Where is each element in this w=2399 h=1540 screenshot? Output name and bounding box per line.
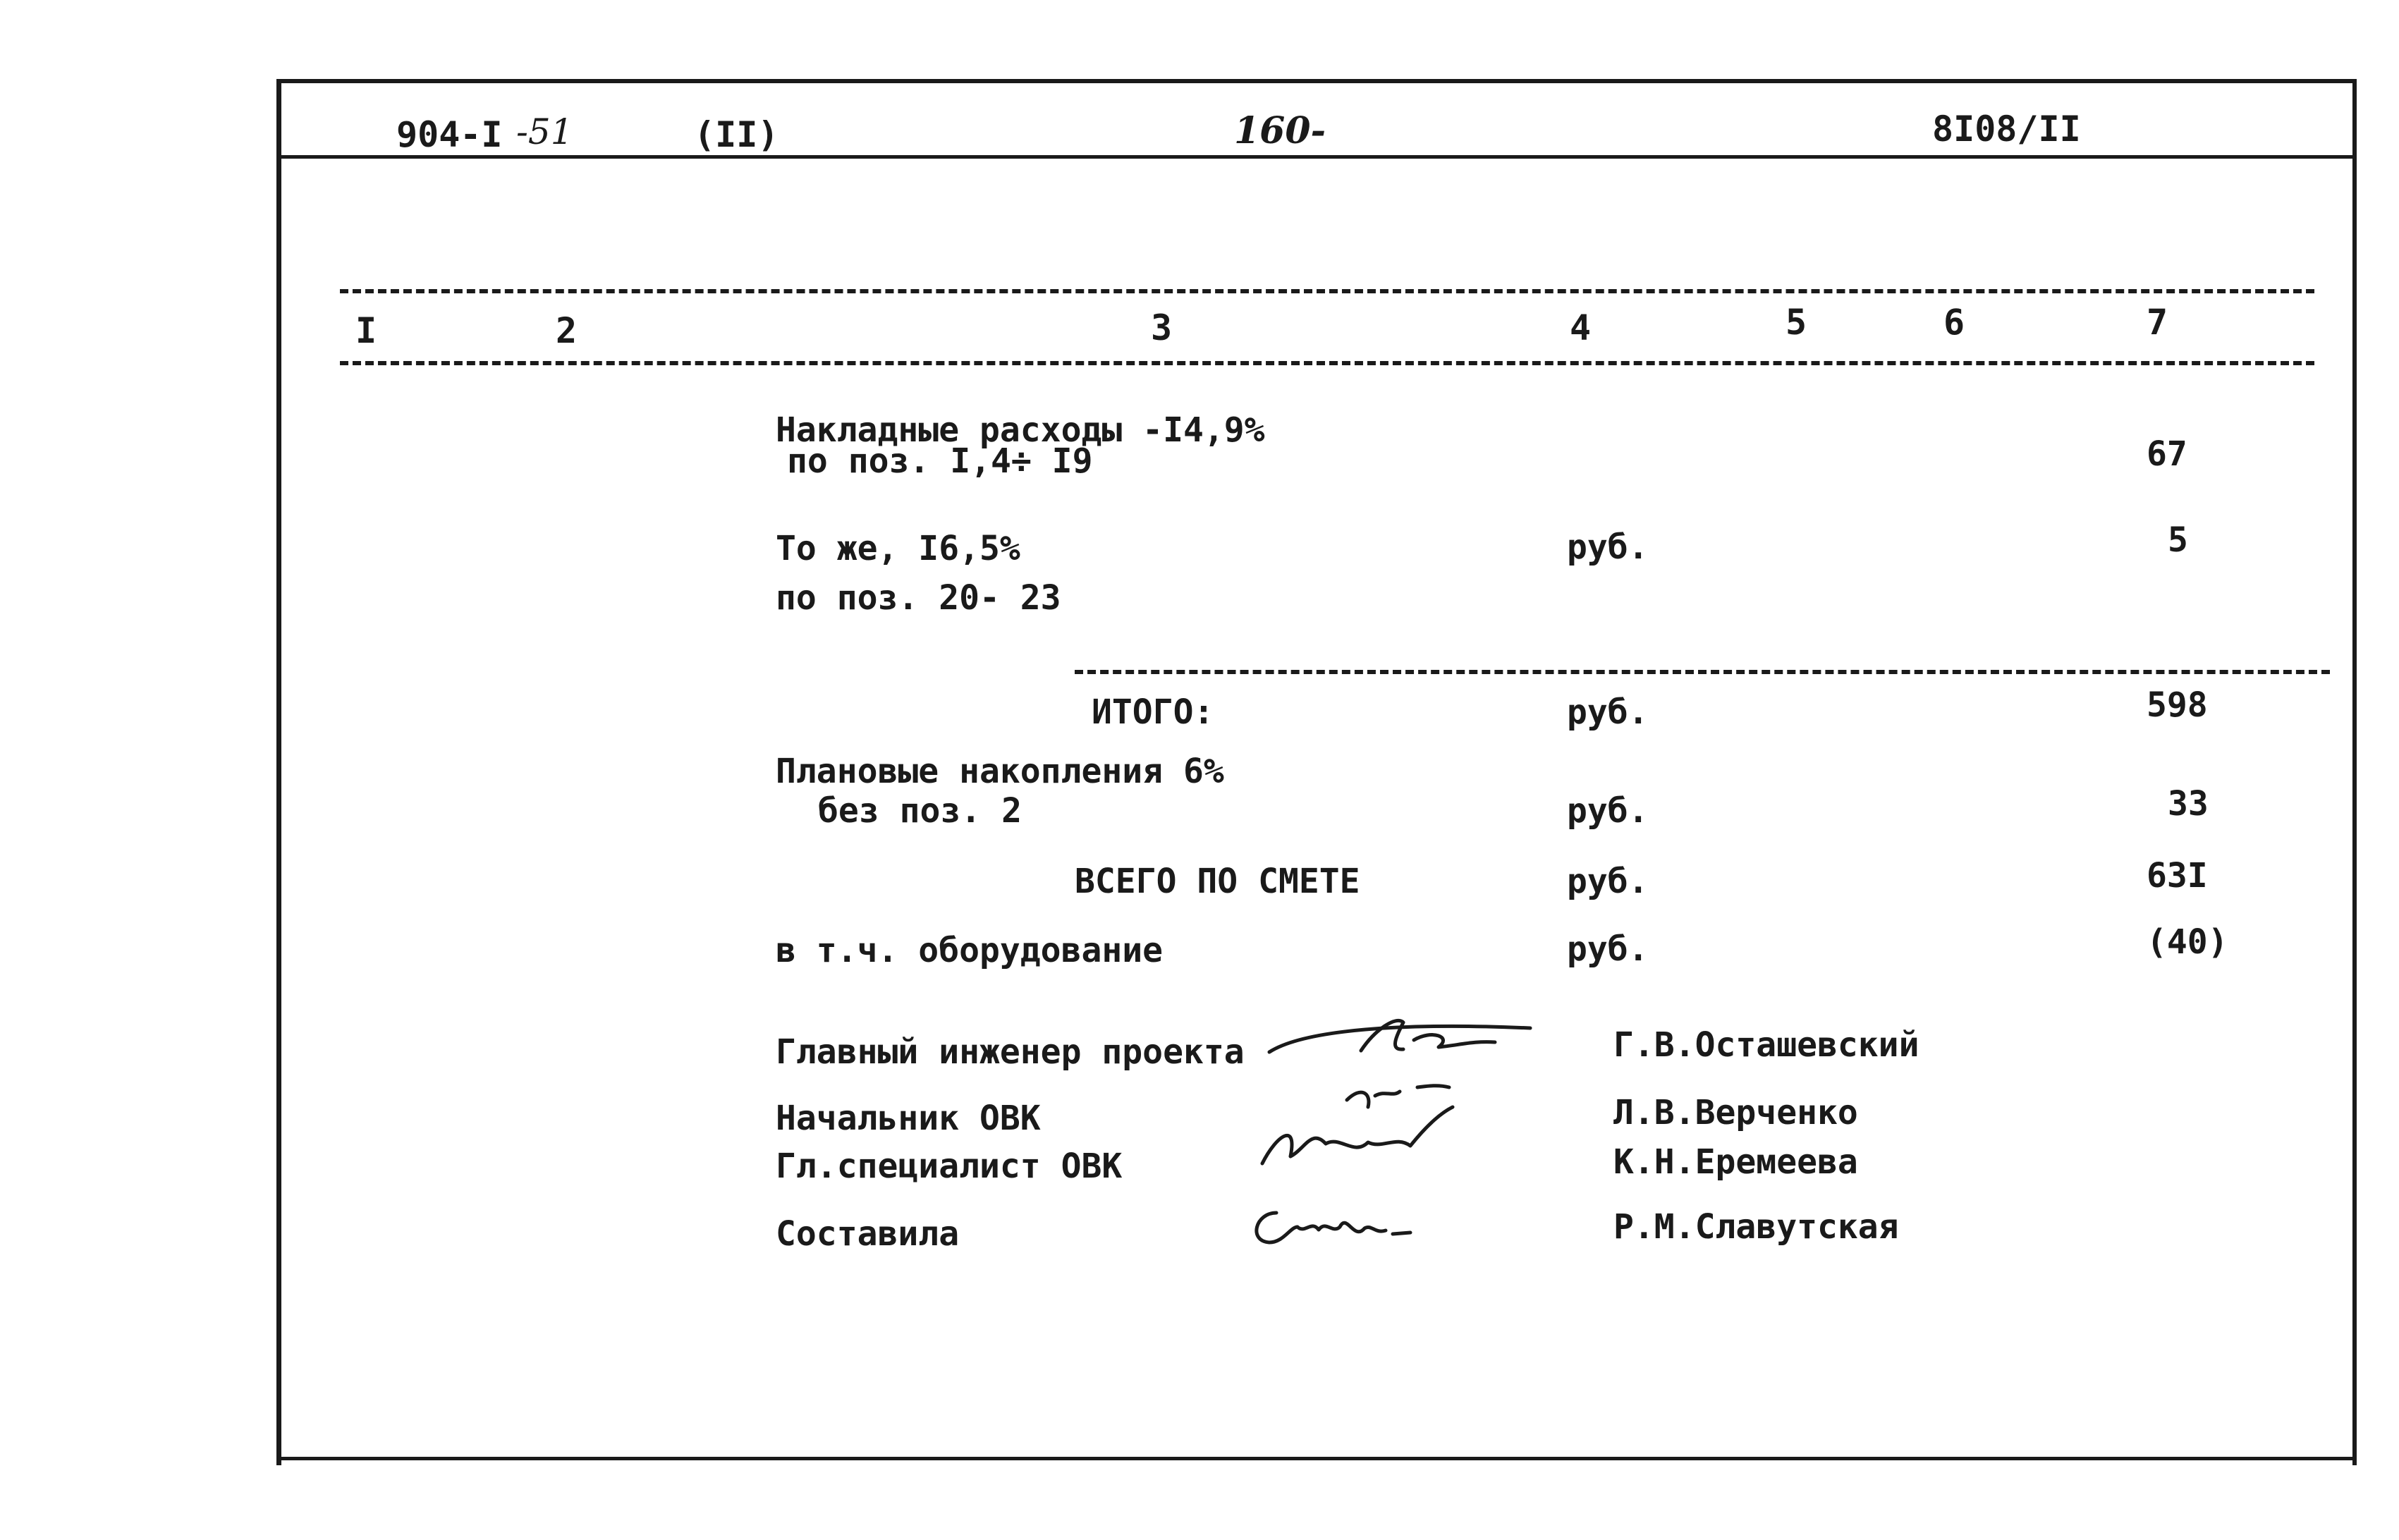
column-number-7: 7 [2147,302,2168,343]
signature-name-chief-specialist: К.Н.Еремеева [1613,1142,1858,1182]
overhead-total: 67 [2147,434,2187,474]
column-number-5: 5 [1785,302,1807,343]
overhead-label-line1: Накладные расходы -I4,9% [776,410,1265,450]
signature-role-compiler: Составила [776,1214,960,1254]
equipment-total: (40) [2147,922,2228,962]
equipment-unit: руб. [1567,929,1649,969]
column-number-3: 3 [1151,307,1173,348]
subtotal-rule [1075,670,2330,674]
same-total: 5 [2168,520,2188,560]
grand-total-unit: руб. [1567,862,1649,901]
page-number: 160- [1234,109,1326,152]
column-number-4: 4 [1570,307,1592,348]
frame-left-border [276,79,281,1465]
overhead-label-line2: по поз. I,4÷ I9 [787,441,1093,481]
signature-name-department-head: Л.В.Верченко [1613,1093,1858,1132]
column-number-2: 2 [556,310,578,351]
grand-total-value: 63I [2147,856,2208,896]
subtotal-label: ИТОГО: [1092,692,1214,732]
column-number-6: 6 [1943,302,1965,343]
column-number-1: I [355,310,377,351]
signature-name-compiler: Р.М.Славутская [1613,1207,1899,1247]
planned-total: 33 [2168,784,2209,824]
handwritten-signature-compiler [1248,1199,1417,1255]
same-label-line2: по поз. 20- 23 [776,578,1061,618]
planned-label-line1: Плановые накопления 6% [776,752,1224,791]
frame-bottom-border [276,1457,2357,1460]
frame-right-border [2352,79,2357,1465]
signature-role-chief-specialist: Гл.специалист ОВК [776,1147,1123,1186]
subtotal-unit: руб. [1567,692,1649,732]
planned-unit: руб. [1567,791,1649,831]
handwritten-signature-department-head [1248,1079,1474,1185]
sheet-code: 8I08/II [1932,109,2081,149]
project-code: 904-I [396,114,503,155]
section-number: (II) [694,114,779,155]
header-divider [276,155,2357,159]
column-band-bottom-rule [340,361,2314,365]
signature-name-chief-engineer: Г.В.Осташевский [1613,1025,1919,1065]
column-band-top-rule [340,289,2314,293]
subtotal-total: 598 [2147,685,2208,725]
handwritten-signature-chief-engineer [1262,1008,1544,1072]
frame-top-border [276,79,2357,83]
equipment-label: в т.ч. оборудование [776,931,1164,970]
same-unit: руб. [1567,527,1649,567]
signature-role-chief-engineer: Главный инженер проекта [776,1032,1245,1072]
planned-label-line2: без поз. 2 [818,791,1022,831]
grand-total-label: ВСЕГО ПО СМЕТЕ [1075,862,1360,901]
signature-role-department-head: Начальник ОВК [776,1099,1041,1138]
project-suffix: -51 [516,111,573,152]
same-label-line1: То же, I6,5% [776,529,1020,568]
